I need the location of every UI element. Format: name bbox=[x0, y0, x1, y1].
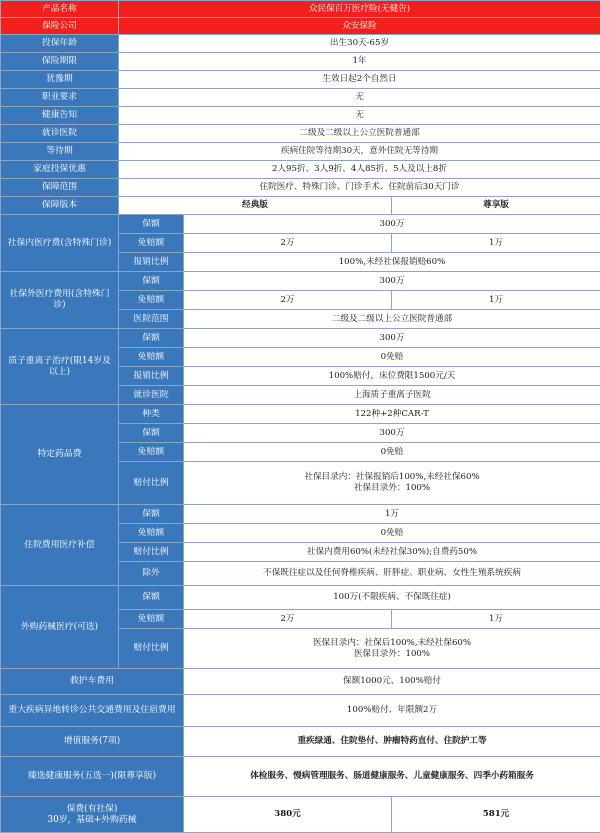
label-outside-ratio: 赔付比例 bbox=[119, 629, 184, 669]
label-outside-amount: 保额 bbox=[119, 586, 184, 610]
company-name: 众安保险 bbox=[119, 18, 600, 35]
product-name: 众民保百万医疗险(无健告) bbox=[119, 1, 600, 18]
label-version: 保障版本 bbox=[1, 197, 119, 215]
value-value-added: 重疾绿通、住院垫付、肿瘤特药直付、住院护工等 bbox=[184, 727, 600, 757]
row-coverage bbox=[1, 179, 600, 197]
label-cooling-off: 犹豫期 bbox=[1, 71, 119, 89]
row-waiting bbox=[1, 143, 600, 161]
header-row-company bbox=[1, 18, 600, 35]
row-version bbox=[1, 197, 600, 215]
row-remote-transport bbox=[1, 695, 600, 727]
header-row-product bbox=[1, 1, 600, 18]
value-outside-amount: 100万(不限疾病、不保既往症) bbox=[184, 586, 600, 610]
value-social-out-deductible-premium: 1万 bbox=[392, 291, 600, 310]
value-proton-deductible: 0免赔 bbox=[184, 348, 600, 367]
label-social-in: 社保内医疗费(含特殊门诊) bbox=[1, 215, 119, 272]
label-allowance-amount: 保额 bbox=[119, 505, 184, 524]
value-waiting: 疾病住院等待期30天，意外住院无等待期 bbox=[119, 143, 600, 161]
value-social-in-amount: 300万 bbox=[184, 215, 600, 234]
value-drug-amount: 300万 bbox=[184, 424, 600, 443]
row-age bbox=[1, 35, 600, 53]
label-age: 投保年龄 bbox=[1, 35, 119, 53]
label-proton-ratio: 报销比例 bbox=[119, 367, 184, 386]
label-drug-ratio: 赔付比例 bbox=[119, 462, 184, 505]
value-social-out-hospital: 二级及二级以上公立医院普通部 bbox=[184, 310, 600, 329]
value-outside-deductible-premium: 1万 bbox=[392, 610, 600, 629]
value-period: 1年 bbox=[119, 53, 600, 71]
value-drug-kind: 122种+2种CAR-T bbox=[184, 405, 600, 424]
premium-premium: 581元 bbox=[392, 797, 600, 833]
label-family-discount: 家庭投保优惠 bbox=[1, 161, 119, 179]
value-social-out-deductible-classic: 2万 bbox=[184, 291, 392, 310]
label-period: 保险期限 bbox=[1, 53, 119, 71]
row-ambulance bbox=[1, 669, 600, 695]
version-premium: 尊享版 bbox=[392, 197, 600, 215]
value-proton-ratio: 100%赔付，床位费限1500元/天 bbox=[184, 367, 600, 386]
value-ambulance: 保额1000元、100%赔付 bbox=[184, 669, 600, 695]
row-drug-kind bbox=[1, 405, 600, 424]
version-classic: 经典版 bbox=[119, 197, 392, 215]
value-health-service: 体检服务、慢病管理服务、肠道健康服务、儿童健康服务、四季小药箱服务 bbox=[184, 757, 600, 797]
row-proton-amount bbox=[1, 329, 600, 348]
outside-ratio-line1: 医保目录内：社保后100%,未经社保60% bbox=[187, 638, 597, 649]
label-company: 保险公司 bbox=[1, 18, 119, 35]
value-age: 出生30天-65岁 bbox=[119, 35, 600, 53]
premium-label-line1: 保费(有社保) bbox=[4, 804, 180, 815]
label-social-out-amount: 保额 bbox=[119, 272, 184, 291]
label-social-in-ratio: 报销比例 bbox=[119, 253, 184, 272]
label-proton-deductible: 免赔额 bbox=[119, 348, 184, 367]
value-allowance-exclusion: 不保既往症以及任何脊椎疾病、肝胖症、职业病、女性生殖系统疾病 bbox=[184, 562, 600, 586]
value-proton-hospital: 上海质子重离子医院 bbox=[184, 386, 600, 405]
value-drug-deductible: 0免赔 bbox=[184, 443, 600, 462]
label-health-service: 臻选健康服务(五选一)(限尊享版) bbox=[1, 757, 184, 797]
label-drug-deductible: 免赔额 bbox=[119, 443, 184, 462]
label-premium bbox=[1, 797, 184, 833]
outside-ratio-line2: 医保目录外：100% bbox=[187, 649, 597, 660]
value-proton-amount: 300万 bbox=[184, 329, 600, 348]
value-occupation: 无 bbox=[119, 89, 600, 107]
label-social-out-hospital: 医院范围 bbox=[119, 310, 184, 329]
value-allowance-amount: 1万 bbox=[184, 505, 600, 524]
label-outside-deductible: 免赔额 bbox=[119, 610, 184, 629]
label-occupation: 职业要求 bbox=[1, 89, 119, 107]
row-health-service bbox=[1, 757, 600, 797]
value-coverage: 住院医疗、特殊门诊、门诊手术、住院前后30天门诊 bbox=[119, 179, 600, 197]
row-family-discount bbox=[1, 161, 600, 179]
label-proton: 质子重离子治疗(限14岁及以上) bbox=[1, 329, 119, 405]
value-drug-ratio bbox=[184, 462, 600, 505]
drug-ratio-line2: 社保目录外：100% bbox=[187, 483, 597, 494]
row-premium bbox=[1, 797, 600, 833]
premium-classic: 380元 bbox=[184, 797, 392, 833]
row-value-added bbox=[1, 727, 600, 757]
value-social-out-amount: 300万 bbox=[184, 272, 600, 291]
premium-label-line2: 30岁，基础+外购药械 bbox=[4, 815, 180, 826]
value-health-notice: 无 bbox=[119, 107, 600, 125]
label-coverage: 保障范围 bbox=[1, 179, 119, 197]
label-proton-amount: 保额 bbox=[119, 329, 184, 348]
label-social-out: 社保外医疗费用(含特殊门诊) bbox=[1, 272, 119, 329]
label-hospital: 就诊医院 bbox=[1, 125, 119, 143]
label-allowance-exclusion: 除外 bbox=[119, 562, 184, 586]
value-outside-deductible-classic: 2万 bbox=[184, 610, 392, 629]
label-value-added: 增值服务(7项) bbox=[1, 727, 184, 757]
value-family-discount: 2人95折、3人9折、4人85折、5人及以上8折 bbox=[119, 161, 600, 179]
label-ambulance: 救护车费用 bbox=[1, 669, 184, 695]
label-waiting: 等待期 bbox=[1, 143, 119, 161]
row-allowance-amount bbox=[1, 505, 600, 524]
label-allowance-ratio: 赔付比例 bbox=[119, 543, 184, 562]
label-outside-drug: 外购药械医疗(可选) bbox=[1, 586, 119, 669]
value-allowance-deductible: 0免赔 bbox=[184, 524, 600, 543]
label-proton-hospital: 就诊医院 bbox=[119, 386, 184, 405]
label-social-out-deductible: 免赔额 bbox=[119, 291, 184, 310]
label-drug-amount: 保额 bbox=[119, 424, 184, 443]
drug-ratio-line1: 社保目录内：社保报销后100%,未经社保60% bbox=[187, 472, 597, 483]
row-period bbox=[1, 53, 600, 71]
value-social-in-deductible-premium: 1万 bbox=[392, 234, 600, 253]
value-allowance-ratio: 社保内费用60%(未经社保30%);自费药50% bbox=[184, 543, 600, 562]
value-social-in-ratio: 100%,未经社保报销赔60% bbox=[184, 253, 600, 272]
label-health-notice: 健康告知 bbox=[1, 107, 119, 125]
value-outside-ratio bbox=[184, 629, 600, 669]
label-special-drug: 特定药品费 bbox=[1, 405, 119, 505]
label-social-in-deductible: 免赔额 bbox=[119, 234, 184, 253]
row-cooling-off bbox=[1, 71, 600, 89]
value-remote-transport: 100%赔付、年限额2万 bbox=[184, 695, 600, 727]
row-social-in-amount bbox=[1, 215, 600, 234]
label-drug-kind: 种类 bbox=[119, 405, 184, 424]
value-cooling-off: 生效日起2个自然日 bbox=[119, 71, 600, 89]
row-occupation bbox=[1, 89, 600, 107]
row-health-notice bbox=[1, 107, 600, 125]
row-hospital bbox=[1, 125, 600, 143]
row-outside-amount bbox=[1, 586, 600, 610]
row-social-out-amount bbox=[1, 272, 600, 291]
value-hospital: 二级及二级以上公立医院普通部 bbox=[119, 125, 600, 143]
value-social-in-deductible-classic: 2万 bbox=[184, 234, 392, 253]
label-remote-transport: 重大疾病异地转诊公共交通费用及住宿费用 bbox=[1, 695, 184, 727]
label-hospital-allowance: 住院费用医疗补偿 bbox=[1, 505, 119, 586]
label-product-name: 产品名称 bbox=[1, 1, 119, 18]
label-allowance-deductible: 免赔额 bbox=[119, 524, 184, 543]
label-social-in-amount: 保额 bbox=[119, 215, 184, 234]
